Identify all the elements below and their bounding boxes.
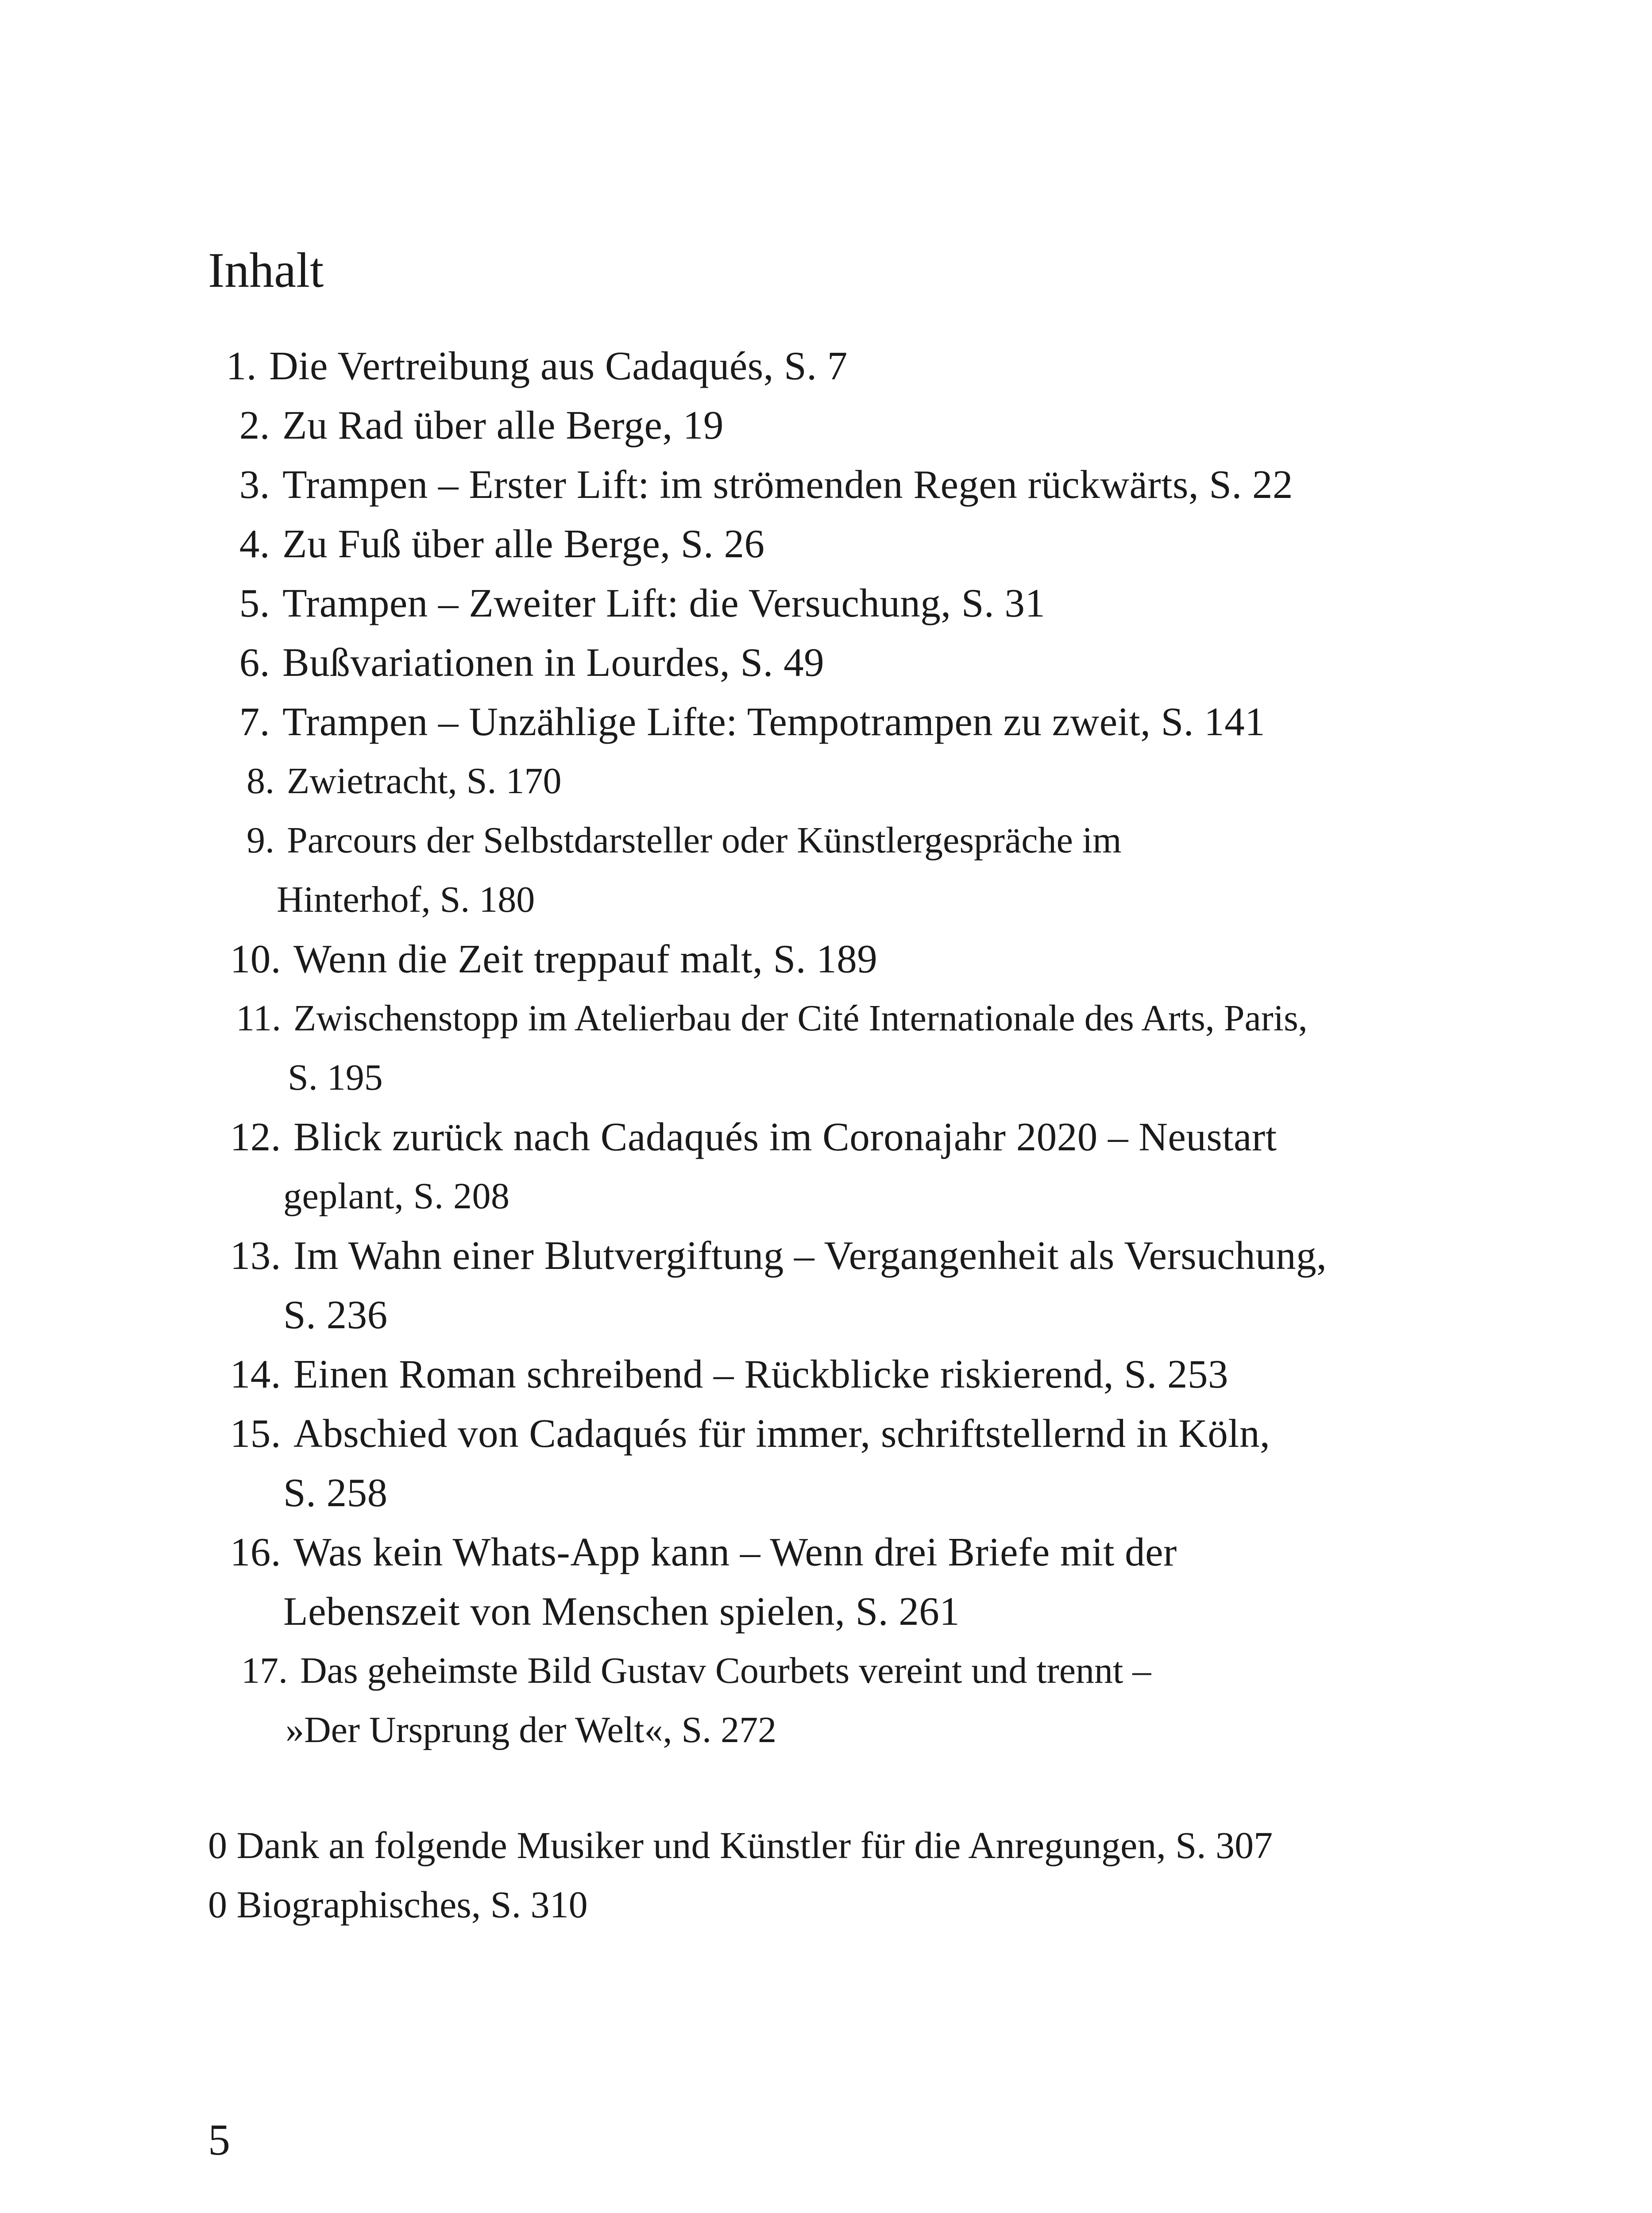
toc-entry-text: Zu Rad über alle Berge, 19 <box>282 403 724 447</box>
toc-entry-number: 1. <box>226 343 257 388</box>
toc-entry-continuation: S. 195 <box>288 1057 383 1098</box>
toc-entry-text: Das geheimste Bild Gustav Courbets vereint und trennt – <box>300 1650 1151 1691</box>
toc-entry <box>208 1404 1270 1523</box>
toc-entry-number: 13. <box>230 1233 281 1278</box>
toc-entry-number: 17. <box>241 1650 288 1691</box>
toc-entry-continuation: geplant, S. 208 <box>283 1176 510 1217</box>
toc-entry-number: 6. <box>239 640 270 685</box>
toc-entry <box>208 336 848 396</box>
toc-entry-continuation: Hinterhof, S. 180 <box>277 879 535 920</box>
toc-entry-text: Im Wahn einer Blutvergiftung – Vergangenheit als Versuchung, <box>293 1233 1327 1278</box>
toc-entry <box>208 752 562 811</box>
toc-entry-number: 2. <box>239 403 270 447</box>
toc-entry-continuation: S. 258 <box>283 1470 388 1515</box>
toc-entry-continuation: S. 236 <box>283 1292 388 1337</box>
toc-entry-text: Trampen – Zweiter Lift: die Versuchung, S. 31 <box>282 581 1046 625</box>
toc-entry <box>208 633 824 692</box>
toc-entry-text: Was kein Whats-App kann – Wenn drei Briefe mit der <box>293 1530 1177 1574</box>
toc-entry-number: 3. <box>239 462 270 507</box>
page-title: Inhalt <box>208 243 324 298</box>
toc-entry <box>208 514 764 574</box>
toc-entry-number: 4. <box>239 521 270 566</box>
toc-entry <box>208 455 1293 514</box>
toc-entry-number: 10. <box>230 937 281 981</box>
toc-entry-number: 9. <box>247 820 274 861</box>
toc-entry <box>208 1226 1327 1345</box>
toc-entry-number: 12. <box>230 1114 281 1159</box>
toc-entry-number: 16. <box>230 1530 281 1574</box>
toc-entry-text: Trampen – Unzählige Lifte: Tempotrampen zu zweit, S. 141 <box>282 699 1266 744</box>
toc-entry-text: Trampen – Erster Lift: im strömenden Regen rückwärts, S. 22 <box>282 462 1293 507</box>
toc-entry <box>208 1641 1151 1760</box>
toc-entry <box>208 1523 1177 1641</box>
toc-entry-number: 5. <box>239 581 270 625</box>
toc-entry-text: Einen Roman schreibend – Rückblicke riskierend, S. 253 <box>293 1352 1228 1396</box>
toc-entry-text: Parcours der Selbstdarsteller oder Künstlergespräche im <box>287 820 1122 861</box>
toc-entry <box>208 574 1045 633</box>
toc-extra-acknowledgements: 0 Dank an folgende Musiker und Künstler für die Anregungen, S. 307 <box>208 1824 1273 1866</box>
toc-entry <box>208 692 1265 752</box>
toc-extra-biography: 0 Biographisches, S. 310 <box>208 1883 588 1926</box>
toc-entry-text: Wenn die Zeit treppauf malt, S. 189 <box>293 937 878 981</box>
toc-entry-text: Zwischenstopp im Atelierbau der Cité Internationale des Arts, Paris, <box>293 998 1308 1039</box>
toc-entry <box>208 929 877 989</box>
toc-entry-text: Zwietracht, S. 170 <box>287 760 562 802</box>
toc-entry-number: 11. <box>236 998 281 1039</box>
toc-entry <box>208 989 1308 1107</box>
toc-entry <box>208 1345 1228 1404</box>
page-number: 5 <box>208 2115 230 2164</box>
toc-entry-number: 15. <box>230 1411 281 1456</box>
toc-entry <box>208 1107 1277 1226</box>
toc-entry <box>208 396 724 455</box>
toc-entry-text: Bußvariationen in Lourdes, S. 49 <box>282 640 825 685</box>
toc-entry-text: Die Vertreibung aus Cadaqués, S. 7 <box>269 343 848 388</box>
toc-entry-text: Abschied von Cadaqués für immer, schriftstellernd in Köln, <box>293 1411 1270 1456</box>
toc-entry-continuation: Lebenszeit von Menschen spielen, S. 261 <box>283 1589 960 1634</box>
toc-entry-number: 14. <box>230 1352 281 1396</box>
toc-entry-number: 7. <box>239 699 270 744</box>
toc-entry-text: Zu Fuß über alle Berge, S. 26 <box>282 521 765 566</box>
toc-entry-text: Blick zurück nach Cadaqués im Coronajahr 2020 – Neustart <box>293 1114 1277 1159</box>
toc-entry-number: 8. <box>247 760 274 802</box>
toc-entry-continuation: »Der Ursprung der Welt«, S. 272 <box>286 1709 777 1750</box>
toc-entry <box>208 811 1122 929</box>
